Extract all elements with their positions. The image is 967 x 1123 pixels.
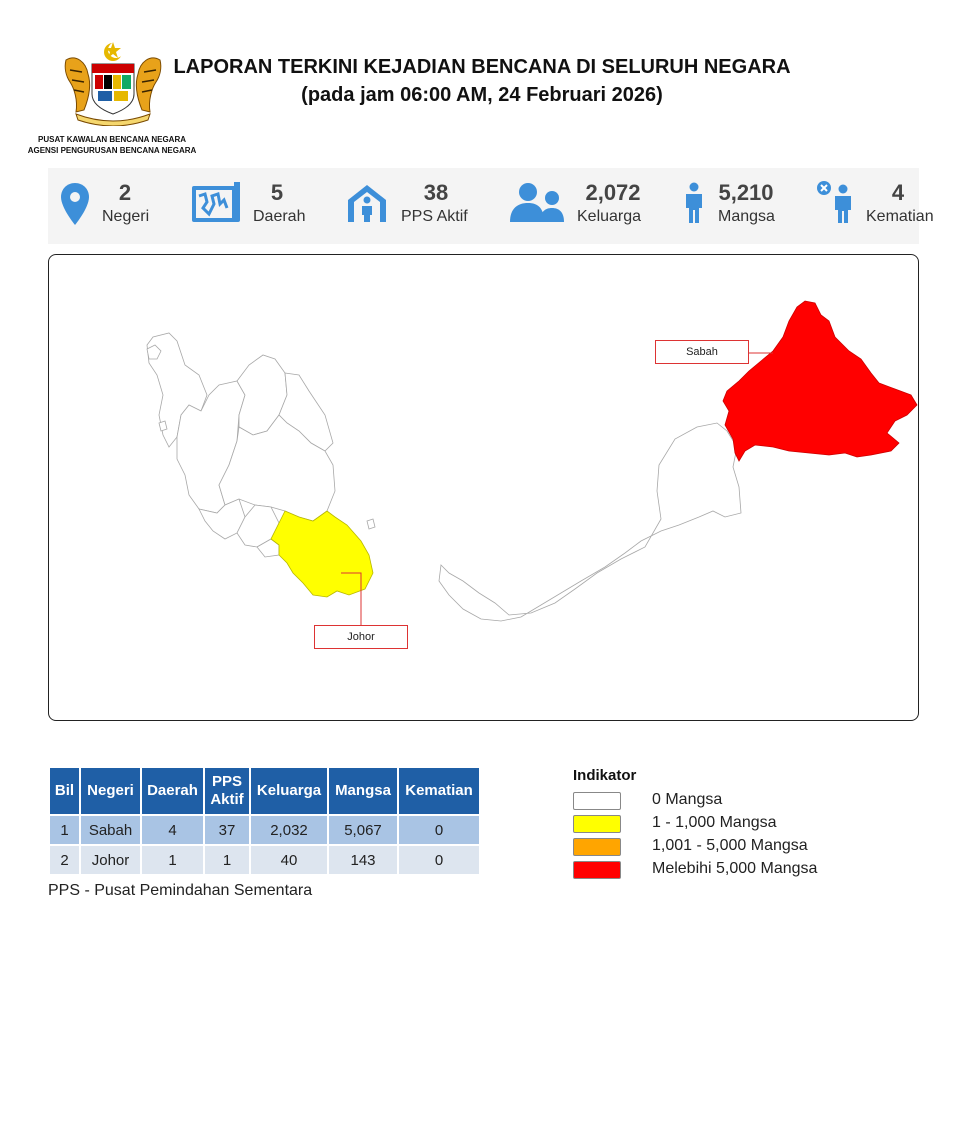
legend-label: Melebihi 5,000 Mangsa xyxy=(652,860,818,877)
map-legend xyxy=(573,767,873,877)
cell-keluarga: 40 xyxy=(251,846,327,874)
stat-mangsa xyxy=(682,168,812,244)
stat-kematian xyxy=(816,168,934,244)
map-canvas xyxy=(49,255,918,720)
cell-mangsa: 5,067 xyxy=(329,816,397,844)
col-header-daerah: Daerah xyxy=(142,768,203,814)
stat-keluarga-label: Keluarga xyxy=(577,208,642,225)
legend-swatch xyxy=(573,815,621,833)
stat-pps-aktif-value: 38 xyxy=(423,180,449,205)
cell-pps-aktif: 1 xyxy=(205,846,249,874)
stat-negeri xyxy=(48,168,178,244)
death-icon xyxy=(816,180,856,224)
map-icon xyxy=(190,182,242,224)
legend-label: 0 Mangsa xyxy=(652,791,723,808)
cell-negeri: Sabah xyxy=(81,816,140,844)
stat-mangsa-label: Mangsa xyxy=(718,208,775,225)
cell-kematian: 0 xyxy=(399,816,479,844)
stat-kematian-label: Kematian xyxy=(866,208,934,225)
stat-daerah xyxy=(190,168,330,244)
legend-label: 1 - 1,000 Mangsa xyxy=(652,814,777,831)
shelter-icon xyxy=(346,182,388,224)
col-header-keluarga: Keluarga xyxy=(251,768,327,814)
family-icon xyxy=(510,182,566,224)
legend-title: Indikator xyxy=(573,767,637,784)
col-header-pps-aktif: PPS Aktif xyxy=(205,768,249,814)
stat-keluarga-value: 2,072 xyxy=(585,180,641,205)
table-row xyxy=(50,846,479,874)
stat-daerah-label: Daerah xyxy=(253,208,306,225)
agency-name-line1: PUSAT KAWALAN BENCANA NEGARA xyxy=(38,135,186,144)
col-header-kematian: Kematian xyxy=(399,768,479,814)
cell-pps-aktif: 37 xyxy=(205,816,249,844)
stat-kematian-value: 4 xyxy=(891,180,905,205)
cell-keluarga: 2,032 xyxy=(251,816,327,844)
map-region-tioman xyxy=(367,519,375,529)
sabah-callout-label: Sabah xyxy=(655,340,749,364)
disaster-summary-table xyxy=(48,766,481,876)
legend-swatch xyxy=(573,861,621,879)
col-header-mangsa: Mangsa xyxy=(329,768,397,814)
stat-pps-aktif-label: PPS Aktif xyxy=(401,208,468,225)
stat-daerah-value: 5 xyxy=(270,180,284,205)
report-subtitle: (pada jam 06:00 AM, 24 Februari 2026) xyxy=(301,84,663,106)
stat-negeri-label: Negeri xyxy=(102,208,150,225)
legend-swatch xyxy=(573,838,621,856)
cell-negeri: Johor xyxy=(81,846,140,874)
stat-negeri-value: 2 xyxy=(118,180,132,205)
summary-stats-bar xyxy=(48,168,934,244)
malaysia-map xyxy=(48,254,919,721)
map-region-sarawak xyxy=(439,423,741,621)
location-pin-icon xyxy=(60,182,90,226)
cell-daerah: 1 xyxy=(142,846,203,874)
cell-mangsa: 143 xyxy=(329,846,397,874)
report-title: LAPORAN TERKINI KEJADIAN BENCANA DI SELURUH NEGARA xyxy=(173,56,791,78)
legend-swatch xyxy=(573,792,621,810)
agency-name-line2: AGENSI PENGURUSAN BENCANA NEGARA xyxy=(27,146,197,155)
cell-daerah: 4 xyxy=(142,816,203,844)
malaysia-coat-of-arms-icon xyxy=(62,40,164,126)
table-header-row xyxy=(50,768,479,814)
legend-label: 1,001 - 5,000 Mangsa xyxy=(652,837,808,854)
map-region-johor xyxy=(271,511,373,597)
table-row xyxy=(50,816,479,844)
stat-mangsa-value: 5,210 xyxy=(718,180,774,205)
col-header-negeri: Negeri xyxy=(81,768,140,814)
cell-kematian: 0 xyxy=(399,846,479,874)
cell-bil: 2 xyxy=(50,846,79,874)
person-icon xyxy=(682,182,706,224)
map-region-sabah xyxy=(723,301,917,461)
col-header-bil: Bil xyxy=(50,768,79,814)
stat-pps-aktif xyxy=(346,168,486,244)
stat-keluarga xyxy=(510,168,670,244)
johor-callout-label: Johor xyxy=(314,625,408,649)
pps-footnote: PPS - Pusat Pemindahan Sementara xyxy=(48,882,313,899)
cell-bil: 1 xyxy=(50,816,79,844)
coat-of-arms-logo xyxy=(62,40,164,126)
